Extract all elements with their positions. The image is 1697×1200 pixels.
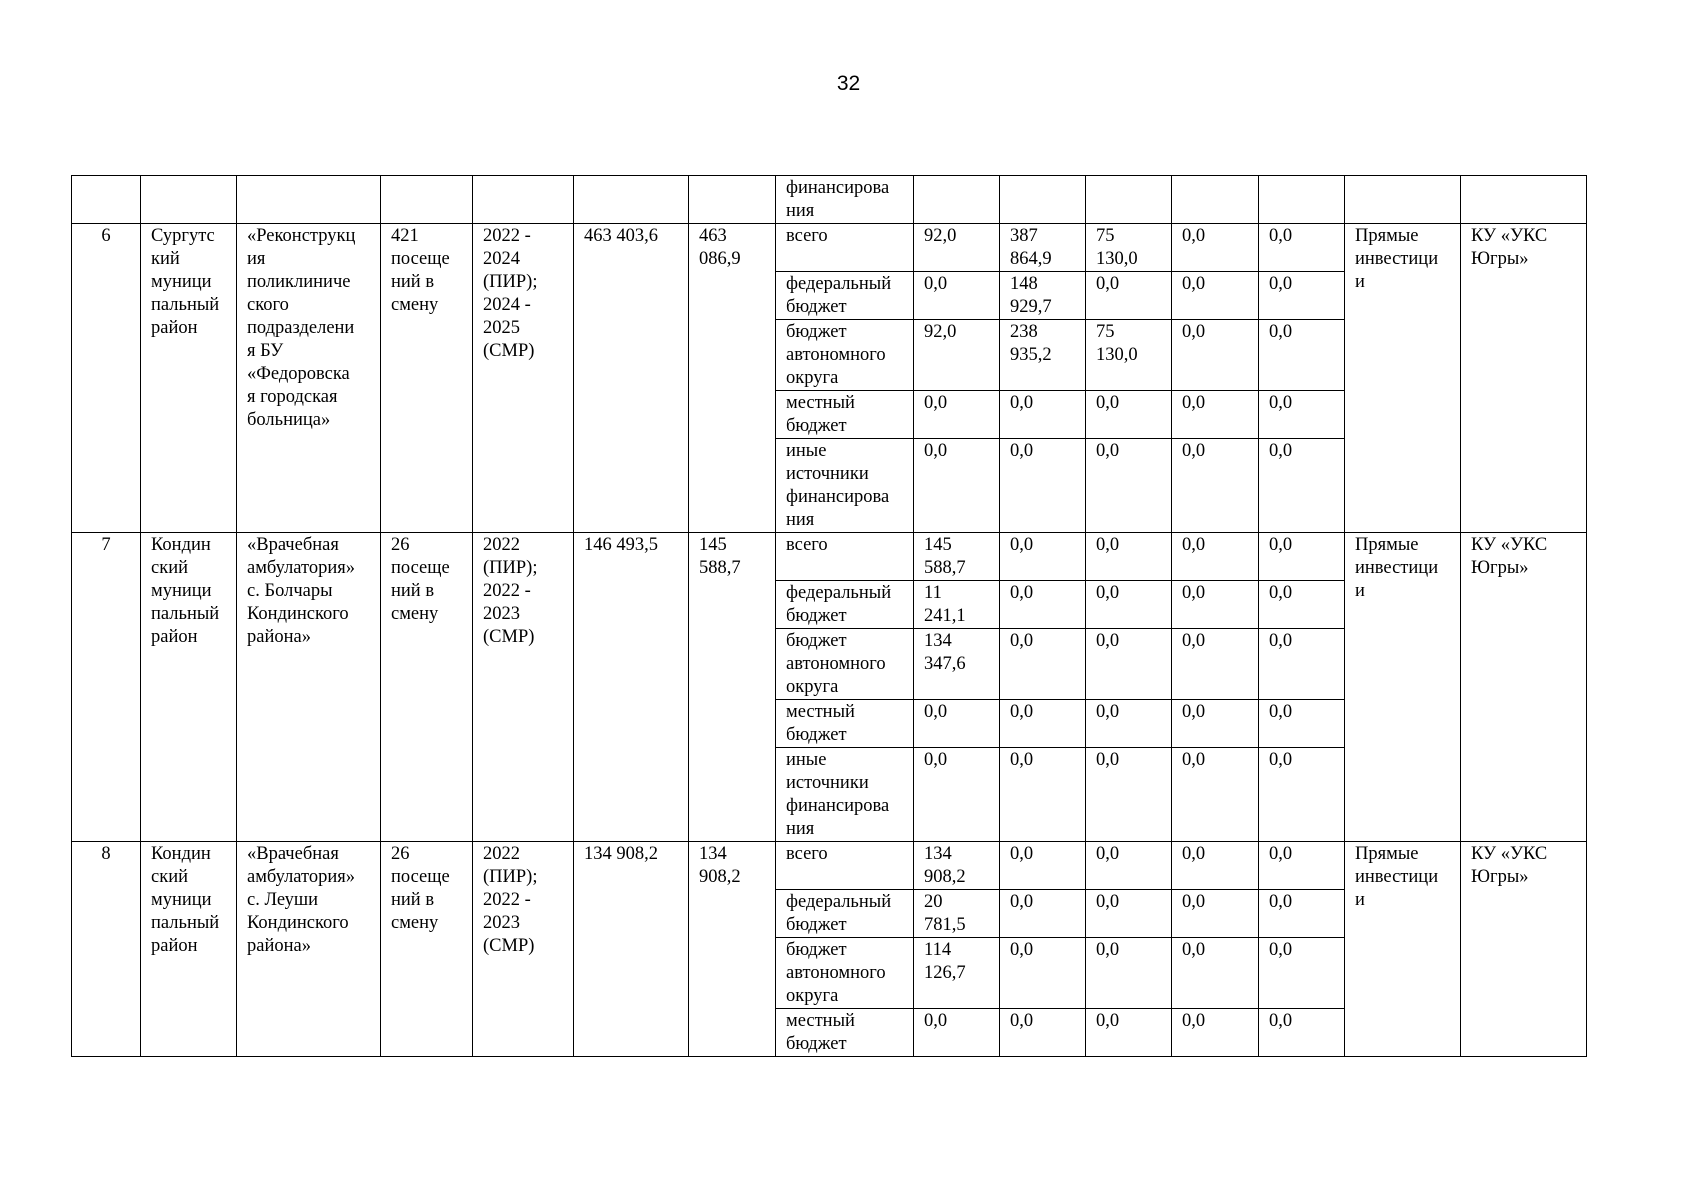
cell-amount: 0,0	[1172, 748, 1259, 842]
cell-empty	[689, 176, 776, 224]
cell-empty	[914, 176, 1000, 224]
cell-object-name: «Врачебная амбулатория» с. Леуши Кондинского района»	[237, 842, 381, 1057]
cell-municipality: Сургутс кий муници пальный район	[141, 224, 237, 533]
cell-number: 7	[72, 533, 141, 842]
cell-municipality: Кондин ский муници пальный район	[141, 842, 237, 1057]
cell-object-name: «Реконструкц ия поликлиниче ского подразделени я БУ «Федоровска я городская больница»	[237, 224, 381, 533]
cell-amount: 75 130,0	[1086, 320, 1172, 391]
cell-number: 8	[72, 842, 141, 1057]
cell-amount: 0,0	[1000, 700, 1086, 748]
cell-amount: 0,0	[1259, 629, 1345, 700]
cell-amount: 0,0	[1259, 890, 1345, 938]
cell-capacity: 26 посеще ний в смену	[381, 533, 473, 842]
cell-amount: 0,0	[1172, 272, 1259, 320]
cell-funding-source: финансирова ния	[776, 176, 914, 224]
cell-amount: 0,0	[1172, 890, 1259, 938]
cell-amount: 92,0	[914, 320, 1000, 391]
cell-amount: 0,0	[1086, 581, 1172, 629]
cell-amount: 0,0	[1172, 533, 1259, 581]
cell-amount: 134 347,6	[914, 629, 1000, 700]
cell-amount: 0,0	[1172, 700, 1259, 748]
cell-remaining-cost: 134 908,2	[689, 842, 776, 1057]
cell-amount: 0,0	[1000, 439, 1086, 533]
cell-empty	[473, 176, 574, 224]
cell-amount: 0,0	[914, 700, 1000, 748]
cell-funding-source: всего	[776, 842, 914, 890]
cell-empty	[141, 176, 237, 224]
cell-amount: 145 588,7	[914, 533, 1000, 581]
cell-amount: 0,0	[1086, 391, 1172, 439]
cell-amount: 0,0	[1086, 439, 1172, 533]
cell-customer: КУ «УКС Югры»	[1461, 533, 1587, 842]
table-body	[72, 176, 1587, 1057]
cell-funding-source: иные источники финансирова ния	[776, 748, 914, 842]
cell-amount: 0,0	[1259, 272, 1345, 320]
cell-amount: 0,0	[1086, 748, 1172, 842]
cell-amount: 0,0	[1172, 629, 1259, 700]
cell-empty	[72, 176, 141, 224]
cell-amount: 0,0	[1172, 439, 1259, 533]
cell-empty	[381, 176, 473, 224]
cell-amount: 0,0	[914, 748, 1000, 842]
cell-empty	[1259, 176, 1345, 224]
cell-amount: 0,0	[1259, 533, 1345, 581]
cell-amount: 0,0	[1000, 629, 1086, 700]
cell-amount: 0,0	[1086, 938, 1172, 1009]
cell-number: 6	[72, 224, 141, 533]
cell-investment-form: Прямые инвестици и	[1345, 224, 1461, 533]
cell-funding-source: всего	[776, 533, 914, 581]
cell-empty	[237, 176, 381, 224]
cell-amount: 0,0	[914, 1009, 1000, 1057]
cell-object-name: «Врачебная амбулатория» с. Болчары Кондинского района»	[237, 533, 381, 842]
cell-amount: 0,0	[1172, 938, 1259, 1009]
cell-investment-form: Прямые инвестици и	[1345, 533, 1461, 842]
cell-amount: 0,0	[1172, 1009, 1259, 1057]
cell-funding-source: местный бюджет	[776, 700, 914, 748]
cell-funding-source: бюджет автономного округа	[776, 629, 914, 700]
cell-amount: 0,0	[1259, 391, 1345, 439]
cell-amount: 0,0	[1259, 439, 1345, 533]
cell-amount: 0,0	[1259, 748, 1345, 842]
cell-amount: 114 126,7	[914, 938, 1000, 1009]
cell-period: 2022 - 2024 (ПИР); 2024 - 2025 (СМР)	[473, 224, 574, 533]
cell-period: 2022 (ПИР); 2022 - 2023 (СМР)	[473, 533, 574, 842]
cell-funding-source: иные источники финансирова ния	[776, 439, 914, 533]
cell-amount: 0,0	[1000, 581, 1086, 629]
cell-amount: 0,0	[1000, 1009, 1086, 1057]
cell-amount: 0,0	[1259, 224, 1345, 272]
cell-amount: 0,0	[1259, 581, 1345, 629]
cell-amount: 0,0	[1000, 533, 1086, 581]
cell-amount: 0,0	[1086, 533, 1172, 581]
cell-amount: 0,0	[1086, 890, 1172, 938]
cell-amount: 0,0	[914, 439, 1000, 533]
cell-capacity: 26 посеще ний в смену	[381, 842, 473, 1057]
cell-amount: 134 908,2	[914, 842, 1000, 890]
cell-amount: 0,0	[914, 272, 1000, 320]
cell-empty	[1000, 176, 1086, 224]
cell-amount: 0,0	[1172, 320, 1259, 391]
cell-funding-source: местный бюджет	[776, 391, 914, 439]
cell-amount: 148 929,7	[1000, 272, 1086, 320]
cell-empty	[1345, 176, 1461, 224]
cell-amount: 387 864,9	[1000, 224, 1086, 272]
cell-amount: 20 781,5	[914, 890, 1000, 938]
cell-remaining-cost: 145 588,7	[689, 533, 776, 842]
cell-amount: 0,0	[1172, 842, 1259, 890]
cell-amount: 0,0	[1086, 272, 1172, 320]
cell-empty	[574, 176, 689, 224]
cell-capacity: 421 посеще ний в смену	[381, 224, 473, 533]
cell-amount: 75 130,0	[1086, 224, 1172, 272]
cell-empty	[1086, 176, 1172, 224]
table-row	[72, 533, 1587, 581]
cell-amount: 0,0	[1000, 748, 1086, 842]
cell-estimated-cost: 146 493,5	[574, 533, 689, 842]
cell-remaining-cost: 463 086,9	[689, 224, 776, 533]
cell-amount: 0,0	[1259, 1009, 1345, 1057]
cell-funding-source: всего	[776, 224, 914, 272]
table-row	[72, 224, 1587, 272]
cell-amount: 0,0	[1000, 890, 1086, 938]
cell-funding-source: федеральный бюджет	[776, 272, 914, 320]
cell-empty	[1172, 176, 1259, 224]
cell-funding-source: федеральный бюджет	[776, 581, 914, 629]
cell-amount: 0,0	[1172, 224, 1259, 272]
cell-funding-source: бюджет автономного округа	[776, 320, 914, 391]
cell-amount: 0,0	[1086, 629, 1172, 700]
cell-amount: 0,0	[1000, 391, 1086, 439]
table-row	[72, 842, 1587, 890]
cell-funding-source: бюджет автономного округа	[776, 938, 914, 1009]
cell-amount: 0,0	[1000, 842, 1086, 890]
cell-amount: 0,0	[1259, 842, 1345, 890]
cell-amount: 0,0	[1086, 1009, 1172, 1057]
cell-investment-form: Прямые инвестици и	[1345, 842, 1461, 1057]
cell-customer: КУ «УКС Югры»	[1461, 842, 1587, 1057]
cell-amount: 0,0	[1259, 938, 1345, 1009]
cell-amount: 0,0	[1000, 938, 1086, 1009]
cell-amount: 92,0	[914, 224, 1000, 272]
cell-funding-source: местный бюджет	[776, 1009, 914, 1057]
cell-amount: 0,0	[1259, 700, 1345, 748]
investment-table	[71, 175, 1587, 1057]
cell-amount: 0,0	[1086, 700, 1172, 748]
cell-amount: 0,0	[1172, 391, 1259, 439]
cell-empty	[1461, 176, 1587, 224]
table-row-continued	[72, 176, 1587, 224]
cell-amount: 238 935,2	[1000, 320, 1086, 391]
cell-municipality: Кондин ский муници пальный район	[141, 533, 237, 842]
cell-customer: КУ «УКС Югры»	[1461, 224, 1587, 533]
cell-estimated-cost: 463 403,6	[574, 224, 689, 533]
page-number: 32	[836, 72, 861, 95]
cell-period: 2022 (ПИР); 2022 - 2023 (СМР)	[473, 842, 574, 1057]
cell-amount: 0,0	[1259, 320, 1345, 391]
cell-amount: 0,0	[1086, 842, 1172, 890]
cell-amount: 11 241,1	[914, 581, 1000, 629]
cell-funding-source: федеральный бюджет	[776, 890, 914, 938]
cell-amount: 0,0	[1172, 581, 1259, 629]
cell-amount: 0,0	[914, 391, 1000, 439]
cell-estimated-cost: 134 908,2	[574, 842, 689, 1057]
